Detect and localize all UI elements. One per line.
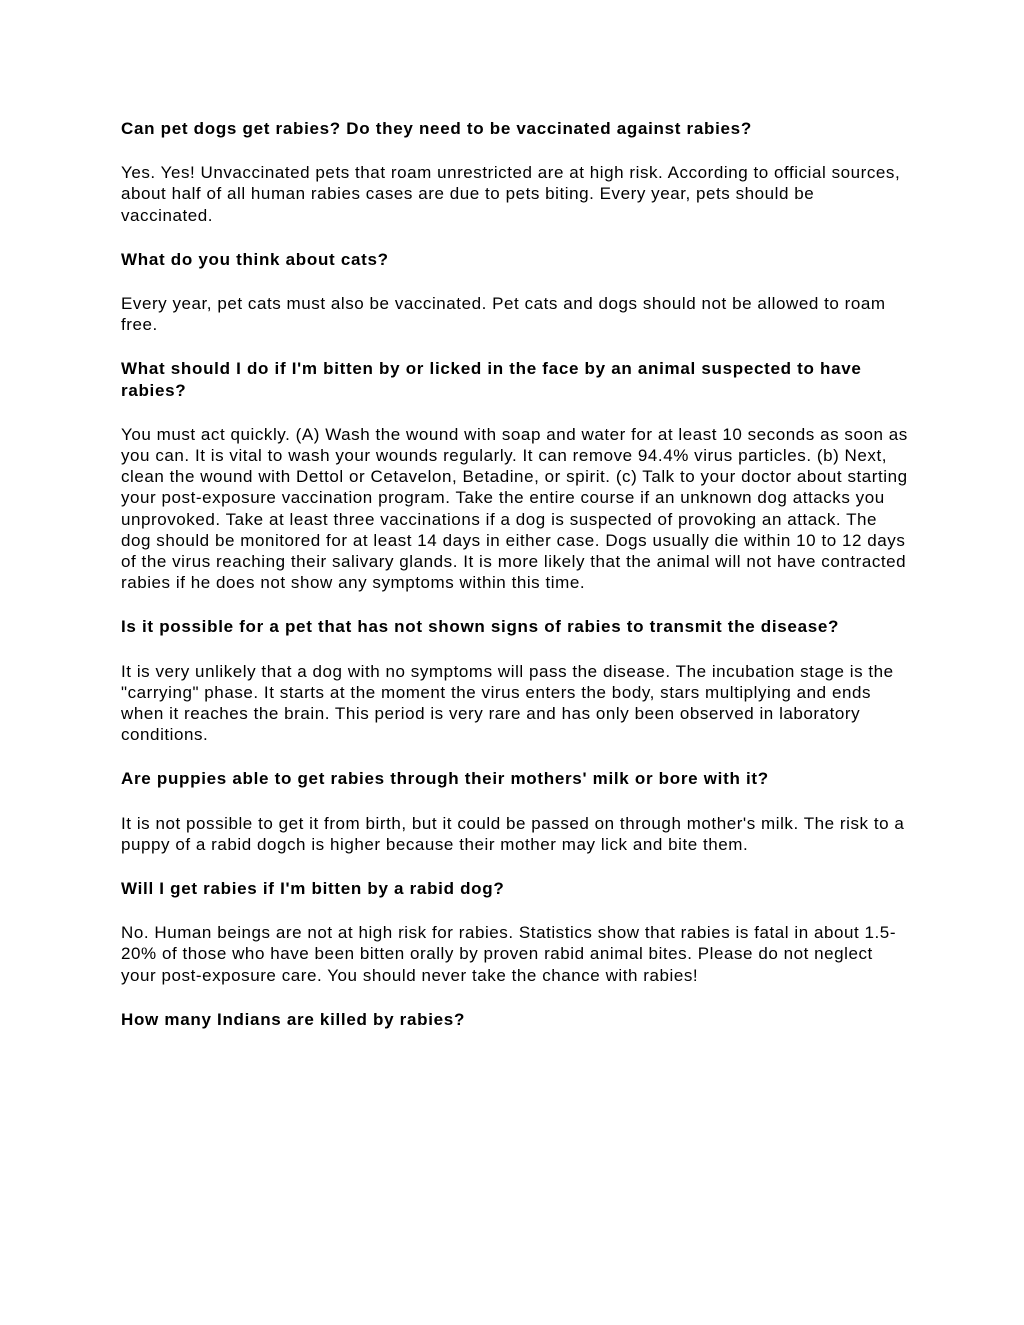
faq-question-6: Will I get rabies if I'm bitten by a rabid dog? (121, 879, 505, 899)
faq-question-4: Is it possible for a pet that has not shown signs of rabies to transmit the disease? (121, 617, 840, 637)
faq-answer-6: No. Human beings are not at high risk for rabies. Statistics show that rabies is fatal in about 1.5-20% of those who have been bitten orally by proven rabid animal bites. Please do not neglect your post-exposure care. You should never take the chance with rabies! (121, 923, 897, 985)
faq-question-2: What do you think about cats? (121, 249, 389, 269)
faq-answer-5: It is not possible to get it from birth, but it could be passed on through mother's milk. The risk to a puppy of a rabid dogch is higher because their mother may lick and bite them. (121, 813, 905, 854)
faq-answer-1: Yes. Yes! Unvaccinated pets that roam unrestricted are at high risk. According to official sources, about half of all human rabies cases are due to pets biting. Every year, pets should be vaccinated. (121, 163, 901, 225)
faq-answer-3: You must act quickly. (A) Wash the wound with soap and water for at least 10 seconds as soon as you can. It is vital to wash your wounds regularly. It can remove 94.4% virus particles. (b) Next, clean the wound with Dettol or Cetavelon, Betadine, or spirit. (c) Talk to your doctor about starting your post-exposure vaccination program. Take the entire course if an unknown dog attacks you unprovoked. Take at least three vaccinations if a dog is suspected of provoking an attack. The dog should be monitored for at least 14 days in either case. Dogs usually die within 10 to 12 days of the virus reaching their salivary glands. It is more likely that the animal will not have contracted rabies if he does not show any symptoms within this time. (121, 424, 908, 593)
faq-answer-2: Every year, pet cats must also be vaccinated. Pet cats and dogs should not be allowed to roam free. (121, 294, 886, 335)
faq-answer-4: It is very unlikely that a dog with no symptoms will pass the disease. The incubation stage is the "carrying" phase. It starts at the moment the virus enters the body, stars multiplying and ends when it reaches the brain. This period is very rare and has only been observed in laboratory conditions. (121, 661, 894, 745)
document-page (121, 118, 911, 1053)
faq-question-7: How many Indians are killed by rabies? (121, 1009, 466, 1029)
faq-question-3: What should I do if I'm bitten by or licked in the face by an animal suspected to have rabies? (121, 359, 862, 400)
faq-question-5: Are puppies able to get rabies through their mothers' milk or bore with it? (121, 769, 769, 789)
faq-question-1: Can pet dogs get rabies? Do they need to be vaccinated against rabies? (121, 119, 752, 138)
